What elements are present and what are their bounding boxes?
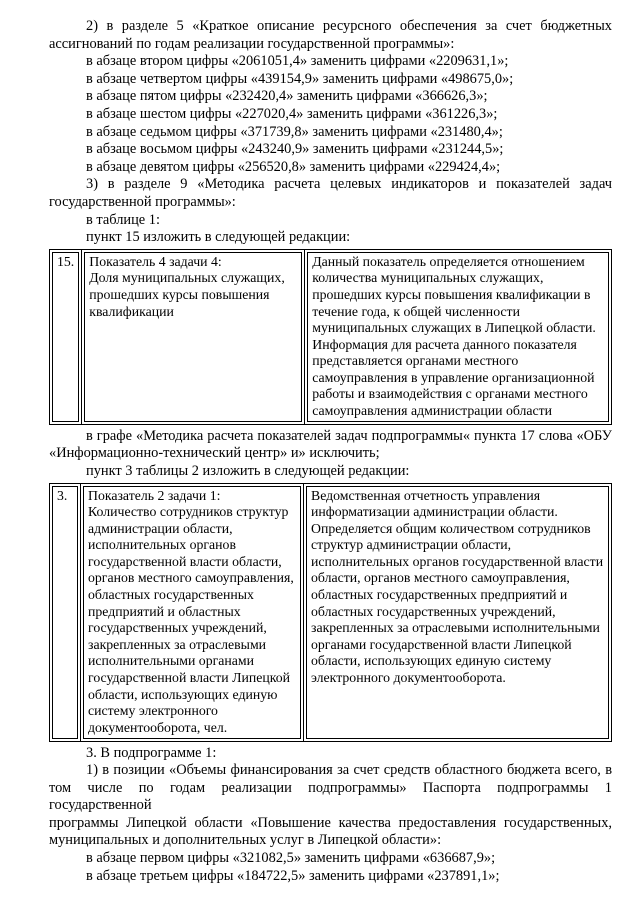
paragraph-line: «Информационно-технический центр» и» исключить; — [49, 445, 380, 462]
cell-line: представляется органами местного — [312, 353, 519, 369]
list-item: в абзаце седьмом цифры «371739,8» заменить цифрами «231480,4»; — [86, 123, 503, 140]
table-point-15 — [49, 249, 612, 425]
cell-line: Данный показатель определяется отношением — [312, 253, 585, 269]
paragraph-line: пункт 15 изложить в следующей редакции: — [86, 229, 351, 246]
cell-line: областных государственных учреждений, — [311, 603, 556, 619]
row-number: 3. — [57, 487, 68, 503]
table-cell-method — [304, 483, 612, 741]
cell-line: области, использующих единую — [88, 686, 278, 702]
list-item: в абзаце первом цифры «321082,5» заменить цифрами «636687,9»; — [86, 850, 496, 867]
cell-line: областных государственных — [88, 587, 254, 603]
paragraph-line: пункт 3 таблицы 2 изложить в следующей редакции: — [86, 462, 410, 479]
subprogram-section — [49, 745, 612, 886]
cell-line: прошедших курсы повышения квалификации в — [312, 286, 591, 302]
cell-line: государственных учреждений, — [88, 620, 267, 636]
table-row — [50, 483, 612, 741]
cell-line: государственной власти Липецкой — [88, 670, 291, 686]
cell-line: структур администрации области, — [311, 537, 512, 553]
cell-line: муниципальных служащих в Липецкой области. — [312, 320, 596, 336]
cell-line: исполнительных органов государственной власти — [311, 553, 604, 569]
list-item: в абзаце третьем цифры «184722,5» заменить цифрами «237891,1»; — [86, 867, 500, 884]
paragraph-line: программы Липецкой области «Повышение качества предоставления государственных, — [49, 814, 612, 831]
table-cell-number — [50, 483, 81, 741]
cell-line: количества муниципальных служащих, — [312, 270, 544, 286]
cell-line: систему электронного — [88, 703, 218, 719]
cell-line: области, органов местного самоуправления, — [311, 570, 570, 586]
section-3-paragraph — [49, 176, 612, 246]
table-cell-indicator — [81, 483, 304, 741]
cell-line: государственной власти области, — [88, 553, 282, 569]
cell-line: исполнительными органами — [88, 653, 255, 669]
cell-line: закрепленных за отраслевыми — [88, 636, 267, 652]
paragraph-line: ассигнований по годам реализации государственной программы»: — [49, 35, 455, 52]
table-cell-method — [305, 249, 612, 424]
cell-line: прошедших курсы повышения — [89, 286, 270, 302]
section-2-paragraph — [49, 18, 612, 176]
paragraph-line: в таблице 1: — [86, 211, 160, 228]
cell-line: документооборота, чел. — [88, 719, 228, 735]
section-heading: 3. В подпрограмме 1: — [86, 744, 217, 761]
table-row — [50, 249, 612, 424]
cell-line: Определяется общим количеством сотрудников — [311, 520, 591, 536]
list-item: в абзаце пятом цифры «232420,4» заменить цифрами «366626,3»; — [86, 88, 488, 105]
cell-line: Доля муниципальных служащих, — [89, 270, 285, 286]
cell-line: Ведомственная отчетность управления — [311, 487, 541, 503]
cell-line: органов местного самоуправления, — [88, 570, 294, 586]
cell-line: работы и взаимодействия с органами местного — [312, 386, 588, 402]
cell-line: органами государственной власти Липецкой — [311, 636, 572, 652]
cell-line: области, использующих единую систему — [311, 653, 552, 669]
cell-line: течение года, к общей численности — [312, 303, 520, 319]
document-page — [49, 18, 612, 885]
cell-line: закрепленных за отраслевыми исполнительными — [311, 620, 600, 636]
cell-line: электронного документооборота. — [311, 670, 506, 686]
paragraph-line: муниципальных и дополнительных услуг в Липецкой области»: — [49, 832, 442, 849]
cell-line: предприятий и областных — [88, 603, 241, 619]
row-number: 15. — [57, 253, 75, 269]
cell-line: областных государственных предприятий и — [311, 587, 568, 603]
cell-line: квалификации — [89, 303, 174, 319]
cell-line: самоуправления администрации области — [312, 403, 553, 419]
table-point-3 — [49, 483, 612, 742]
list-item: в абзаце четвертом цифры «439154,9» заменить цифрами «498675,0»; — [86, 70, 514, 87]
cell-line: администрации области, — [88, 520, 233, 536]
between-paragraph — [49, 428, 612, 481]
paragraph-line: том числе по годам реализации подпрограммы» Паспорта подпрограммы 1 государственной — [49, 779, 612, 814]
cell-line: Показатель 4 задачи 4: — [89, 253, 222, 269]
cell-line: исполнительных органов — [88, 537, 236, 553]
list-item: в абзаце восьмом цифры «243240,9» заменить цифрами «231244,5»; — [86, 141, 504, 158]
paragraph-line: 3) в разделе 9 «Методика расчета целевых индикаторов и показателей задач — [86, 176, 612, 193]
cell-line: информатизации администрации области. — [311, 504, 558, 520]
table-cell-indicator — [82, 249, 305, 424]
list-item: в абзаце девятом цифры «256520,8» заменить цифрами «229424,4»; — [86, 158, 501, 175]
table-cell-number — [50, 249, 82, 424]
paragraph-line: 1) в позиции «Объемы финансирования за счет средств областного бюджета всего, в — [86, 762, 612, 779]
paragraph-line: государственной программы»: — [49, 193, 236, 210]
cell-line: Показатель 2 задачи 1: — [88, 487, 221, 503]
cell-line: Количество сотрудников структур — [88, 504, 289, 520]
list-item: в абзаце втором цифры «2061051,4» заменить цифрами «2209631,1»; — [86, 53, 509, 70]
list-item: в абзаце шестом цифры «227020,4» заменить цифрами «361226,3»; — [86, 105, 498, 122]
paragraph-line: 2) в разделе 5 «Краткое описание ресурсного обеспечения за счет бюджетных — [86, 18, 612, 34]
cell-line: Информация для расчета данного показателя — [312, 336, 577, 352]
paragraph-line: в графе «Методика расчета показателей задач подпрограммы« пункта 17 слова «ОБУ — [86, 427, 612, 444]
cell-line: самоуправления в управление организационной — [312, 369, 595, 385]
